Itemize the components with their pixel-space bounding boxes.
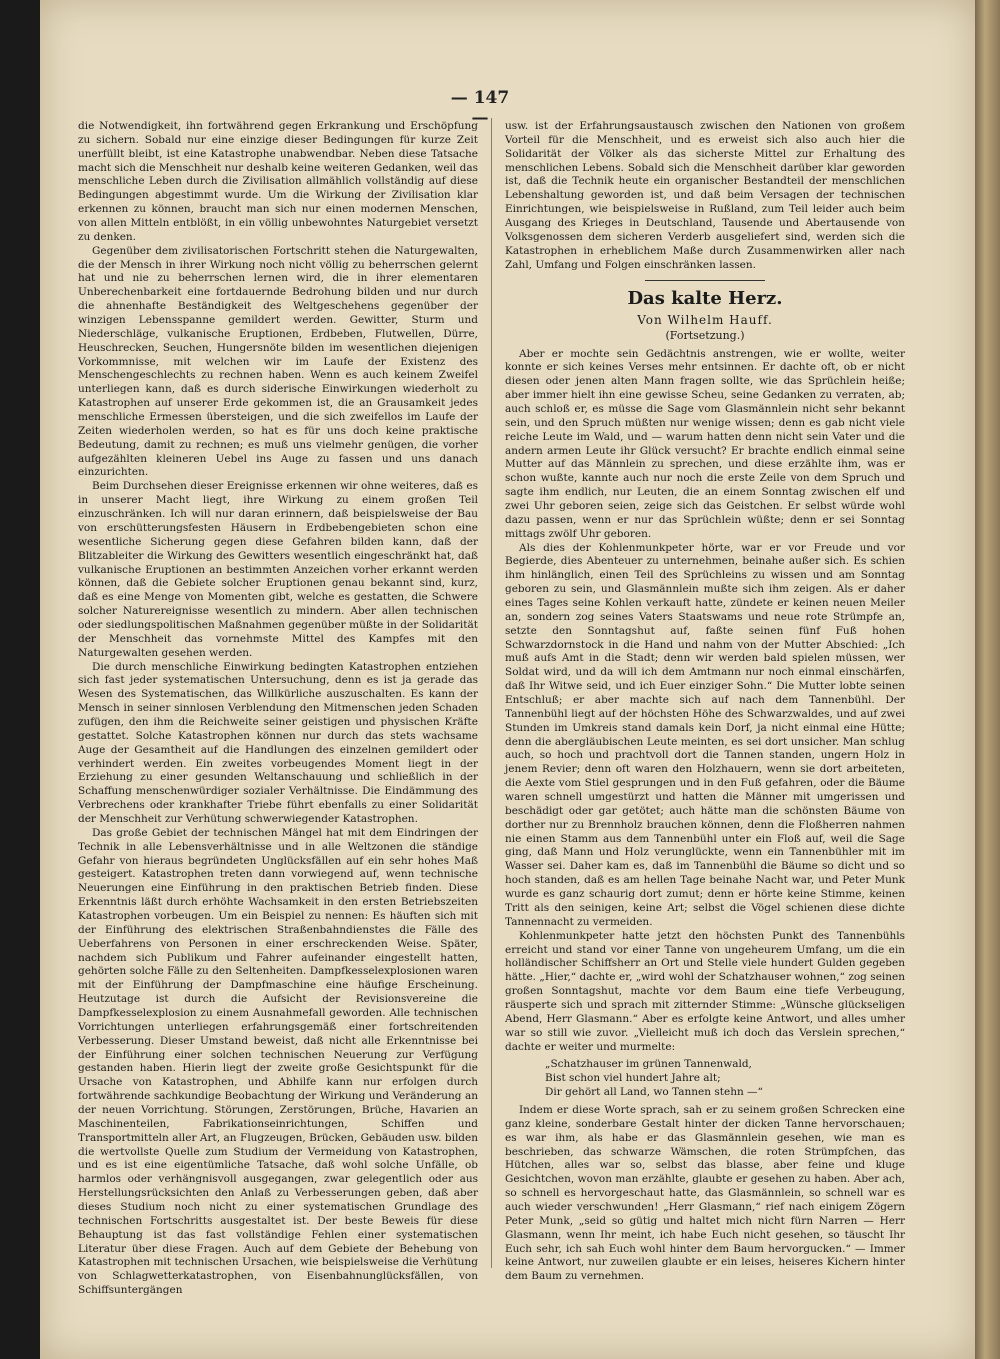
section-divider bbox=[645, 280, 765, 281]
page-number: — 147 — bbox=[450, 88, 510, 128]
article-paragraph: die Notwendigkeit, ihn fortwährend gegen Erkrankung und Erschöpfung zu sichern. Sobald nur eine einzige dieser Bedingungen für kurze Zeit unerfüllt bleibt, ist eine Katastrophe unabwendbar. Neben diese Tatsache macht sich die Menschheit nur deshalb keine weiteren Gedanken, weil das menschliche Leben durch die Zivilisation allmählich vollständig auf diese Bedingungen abgestimmt wurde. Um die Wirkung der Zivilisation klar erkennen zu können, braucht man sich nur einen modernen Menschen, von allen Mitteln entblößt, in ein völlig unbewohntes Naturgebiet versetzt zu denken. bbox=[78, 120, 478, 243]
article-paragraph: Die durch menschliche Einwirkung bedingten Katastrophen entziehen sich fast jeder systematischen Untersuchung, denn es ist ja gerade das Wesen des Systematischen, das Willkürliche auszuschalten. Es kann der Mensch in seiner sinnlosen Verblendung den Mitmenschen jeden Schaden zufügen, den ihm die Reichweite seiner geistigen und physischen Kräfte gestattet. Solche Katastrophen können nur durch das stets wachsame Auge der Gesamtheit auf die Handlungen des einzelnen gemildert oder verhindert werden. Ein zweites vorbeugendes Moment liegt in der Erziehung zu einer gesunden Weltanschauung und schließlich in der Schaffung menschenwürdiger sozialer Verhältnisse. Die Eindämmung des Verbrechens oder krankhafter Triebe führt ebenfalls zu einer Solidarität der Menschheit zur Verhütung schwerwiegender Katastrophen. bbox=[78, 660, 478, 825]
verse-line: Bist schon viel hundert Jahre alt; bbox=[545, 1072, 721, 1085]
newspaper-page bbox=[40, 0, 975, 1359]
article-paragraph: Gegenüber dem zivilisatorischen Fortschritt stehen die Naturgewalten, die der Mensch in ihrer Wirkung noch nicht völlig zu beherrschen gelernt hat und nie zu beherrschen lernen wird, die in ihrer elementaren Unberechenbarkeit eine fortdauernde Bedrohung bilden und nur durch die ahnenhafte Beständigkeit des Weltgeschehens gegenüber der winzigen Lebensspanne gemildert werden. Gewitter, Sturm und Niederschläge, vulkanische Eruptionen, Erdbeben, Flutwellen, Dürre, Heuschrecken, Seuchen, Hungersnöte bilden im wesentlichen diejenigen Vorkommnisse, mit welchen wir im Laufe der Existenz des Menschengeschlechts zu rechnen haben. Wenn es auch keinem Zweifel unterliegen kann, daß es durch siderische Einwirkungen wiederholt zu Katastrophen auf unserer Erde gekommen ist, die an Grausamkeit jedes menschliche Ermessen übersteigen, und die sich zweifellos im Laufe der Zeiten wiederholen werden, so hat es für uns doch keine praktische Bedeutung, damit zu rechnen; es muß uns vielmehr genügen, die vorher aufgezählten kleineren Uebel ins Auge zu fassen und uns danach einzurichten. bbox=[78, 244, 478, 479]
story-paragraph: Aber er mochte sein Gedächtnis anstrengen, wie er wollte, weiter konnte er sich keines Verses mehr entsinnen. Er dachte oft, ob er nicht diesen oder jenen alten Mann fragen sollte, wie das Sprüchlein heiße; aber immer hielt ihn eine gewisse Scheu, seine Gedanken zu verraten, ab; auch schloß er, es müsse die Sage vom Glasmännlein nicht sehr bekannt sein, und den Spruch müßten nur wenige wissen; denn es gab nicht viele reiche Leute im Wald, und — warum hatten denn nicht sein Vater und die andern armen Leute ihr Glück versucht? Er brachte endlich einmal seine Mutter auf das Männlein zu sprechen, und diese erzählte ihm, was er schon wußte, kannte auch nur noch die erste Zeile von dem Spruch und sagte ihm endlich, nur Leuten, die an einem Sonntag zwischen elf und zwei Uhr geboren seien, zeige sich das Geistchen. Er selbst würde wohl dazu passen, wenn er nur das Sprüchlein wüßte; denn er sei Sonntag mittags zwölf Uhr geboren. bbox=[505, 347, 905, 540]
verse bbox=[505, 1058, 905, 1100]
verse-line: „Schatzhauser im grünen Tannenwald, bbox=[545, 1058, 752, 1071]
story-paragraph: Als dies der Kohlenmunkpeter hörte, war er vor Freude und vor Begierde, dies Abenteuer zu unternehmen, beinahe außer sich. Es schien ihm hinlänglich, einen Teil des Sprüchleins zu wissen und am Sonntag geboren zu sein, und Glasmännlein mußte sich ihm zeigen. Als er daher eines Tages seine Kohlen verkauft hatte, zündete er keinen neuen Meiler an, sondern zog seines Vaters Staatswams und neue rote Strümpfe an, setzte den Sonntagshut auf, faßte seinen fünf Fuß hohen Schwarzdornstock in die Hand und nahm von der Mutter Abschied: „Ich muß aufs Amt in die Stadt; denn wir werden bald spielen müssen, wer Soldat wird, und da will ich dem Amtmann nur noch einmal einschärfen, daß Ihr Witwe seid, und ich Euer einziger Sohn.“ Die Mutter lobte seinen Entschluß; er aber machte sich auf nach dem Tannenbühl. Der Tannenbühl liegt auf der höchsten Höhe des Schwarzwaldes, und auf zwei Stunden im Umkreis stand damals kein Dorf, ja nicht einmal eine Hütte; denn die abergläubischen Leute meinten, es sei dort unsicher. Man schlug auch, so hoch und prachtvoll dort die Tannen standen, ungern Holz in jenem Revier; denn oft waren den Holzhauern, wenn sie dort arbeiteten, die Aexte vom Stiel gesprungen und in den Fuß gefahren, oder die Bäume waren schnell umgestürzt und hatten die Männer mit umgerissen und beschädigt oder gar getötet; auch hätte man die schönsten Bäume von dorther nur zu Brennholz brauchen können, denn die Floßherren nahmen nie einen Stamm aus dem Tannenbühl unter ein Floß auf, weil die Sage ging, daß Mann und Holz verunglückte, wenn ein Tannenbühler mit im Wasser sei. Daher kam es, daß im Tannenbühl die Bäume so dicht und so hoch standen, daß es am hellen Tage beinahe Nacht war, und Peter Munk wurde es ganz schaurig dort zumut; denn er hörte keine Stimme, keinen Tritt als den seinigen, keine Art; selbst die Vögel schienen diese dichte Tannennacht zu vermeiden. bbox=[505, 541, 905, 928]
left-column bbox=[78, 120, 478, 1297]
right-column bbox=[505, 120, 905, 1283]
story-title: Das kalte Herz. bbox=[627, 288, 783, 310]
story-author: Von Wilhelm Hauff. bbox=[637, 313, 773, 328]
story-note: (Fortsetzung.) bbox=[665, 329, 745, 343]
story-paragraph: Indem er diese Worte sprach, sah er zu seinem großen Schrecken eine ganz kleine, sonderbare Gestalt hinter der dicken Tanne hervorschauen; es war ihm, als habe er das Glasmännlein gesehen, wie man es beschrieben, das schwarze Wämschen, die roten Strümpfchen, das Hütchen, alles war so, selbst das blasse, aber feine und kluge Gesichtchen, wovon man erzählte, glaubte er gesehen zu haben. Aber ach, so schnell es hervorgeschaut hatte, das Glasmännlein, so schnell war es auch wieder verschwunden! „Herr Glasmann,“ rief nach einigem Zögern Peter Munk, „seid so gütig und haltet mich nicht fürn Narren — Herr Glasmann, wenn Ihr meint, ich habe Euch nicht gesehen, so täuscht Ihr Euch sehr, ich sah Euch wohl hinter dem Baum hervorgucken.“ — Immer keine Antwort, nur zuweilen glaubte er ein leises, heiseres Kichern hinter dem Baum zu vernehmen. bbox=[505, 1103, 905, 1283]
book-edge bbox=[975, 0, 1000, 1359]
story-paragraph: Kohlenmunkpeter hatte jetzt den höchsten Punkt des Tannenbühls erreicht und stand vor einer Tanne von ungeheurem Umfang, um die ein holländischer Schiffsherr an Ort und Stelle viele hundert Gulden gegeben hätte. „Hier,“ dachte er, „wird wohl der Schatzhauser wohnen,“ zog seinen großen Sonntagshut, machte vor dem Baum eine tiefe Verbeugung, räusperte sich und sprach mit zitternder Stimme: „Wünsche glückseligen Abend, Herr Glasmann.“ Aber es erfolgte keine Antwort, und alles umher war so still wie zuvor. „Vielleicht muß ich doch das Verslein sprechen,“ dachte er weiter und murmelte: bbox=[505, 929, 905, 1053]
column-divider bbox=[491, 118, 492, 1268]
article-continuation: usw. ist der Erfahrungsaustausch zwischen den Nationen von großem Vorteil für die Menschheit, und es erweist sich also auch hier die Solidarität der Völker als das sicherste Mittel zur Erhaltung des menschlichen Lebens. Sobald sich die Menschheit darüber klar geworden ist, daß die Technik heute ein organischer Bestandteil der menschlichen Lebenshaltung geworden ist, und daß beim Versagen der technischen Einrichtungen, wie beispielsweise in Rußland, zum Teil leider auch beim Ausgang des Krieges in Deutschland, Tausende und Abertausende von Volksgenossen dem sicheren Verderb ausgeliefert sind, werden sich die Katastrophen in erheblichem Maße durch Zusammenwirken aller nach Zahl, Umfang und Folgen einschränken lassen. bbox=[505, 120, 905, 271]
article-paragraph: Beim Durchsehen dieser Ereignisse erkennen wir ohne weiteres, daß es in unserer Macht liegt, ihre Wirkung zu einem großen Teil einzuschränken. Ich will nur daran erinnern, daß beispielsweise der Bau von erschütterungsfesten Häusern in Erdbebengebieten schon eine wesentliche Sicherung gegen diese Gefahren bilden kann, daß der Blitzableiter die Wirkung des Gewitters wesentlich eingeschränkt hat, daß vulkanische Eruptionen an bestimmten Anzeichen vorher erkannt werden können, daß die Gebiete solcher Eruptionen genau bekannt sind, kurz, daß es eine Menge von Momenten gibt, welche es gestatten, die Schwere solcher Naturereignisse wesentlich zu mindern. Aber allen technischen oder siedlungspolitischen Maßnahmen gegenüber müßte in der Solidarität der Menschheit das vornehmste Mittel des Kampfes mit den Naturgewalten gesehen werden. bbox=[78, 480, 478, 659]
article-paragraph: Das große Gebiet der technischen Mängel hat mit dem Eindringen der Technik in alle Lebensverhältnisse und in alle Weltzonen die ständige Gefahr von hieraus begründeten Unglücksfällen auf ein sehr hohes Maß gesteigert. Katastrophen treten dann vorwiegend auf, wenn technische Neuerungen eine Einführung in den praktischen Betrieb finden. Diese Erkenntnis läßt durch erhöhte Wachsamkeit in den ersten Betriebszeiten Katastrophen vorbeugen. Um ein Beispiel zu nennen: Es häuften sich mit der Einführung des elektrischen Straßenbahndienstes die Fälle des Ueberfahrens von Personen in einer erschreckenden Weise. Später, nachdem sich Publikum und Fahrer aufeinander eingestellt hatten, gehörten solche Fälle zu den Seltenheiten. Dampfkesselexplosionen waren mit der Einführung der Dampfmaschine eine häufige Erscheinung. Heutzutage ist durch die Aufsicht der Revisionsvereine die Dampfkesselexplosion zu einem Ausnahmefall geworden. Alle technischen Vorrichtungen unterliegen erfahrungsgemäß einer fortschreitenden Verbesserung. Dieser Umstand beweist, daß nicht alle Erkenntnisse bei der Einführung einer solchen technischen Neuerung zur Verfügung gestanden haben. Hierin liegt der zweite große Gesichtspunkt für die Ursache von Katastrophen, und Abhilfe kann nur erfolgen durch fortwährende sachkundige Beobachtung der Wirkung und Veränderung an der neuen Vorrichtung. Störungen, Zerstörungen, Brüche, Havarien an Maschinenteilen, Fabrikationseinrichtungen, Schiffen und Transportmitteln aller Art, an Flugzeugen, Brücken, Gebäuden usw. bilden die wertvollste Quelle zum Studium der Vermeidung von Katastrophen, und es ist eine eigentümliche Tatsache, daß wohl solche Unfälle, ob harmlos oder verhängnisvoll ausgegangen, zwar gelegentlich oder aus Herstellungsrücksichten den Anlaß zu Verbesserungen geben, daß aber dieses Studium noch nicht zu einer systematischen Grundlage des technischen Fortschritts ausgestaltet ist. Der beste Beweis für diese Behauptung ist das fast vollständige Fehlen einer systematischen Literatur über diese Fragen. Auch auf dem Gebiete der Behebung von Katastrophen mit technischen Ursachen, wie beispielsweise die Verhütung von Schlagwetterkatastrophen, von Eisenbahnunglücksfällen, von Schiffsuntergängen bbox=[78, 826, 478, 1297]
verse-line: Dir gehört all Land, wo Tannen stehn —“ bbox=[545, 1086, 763, 1099]
